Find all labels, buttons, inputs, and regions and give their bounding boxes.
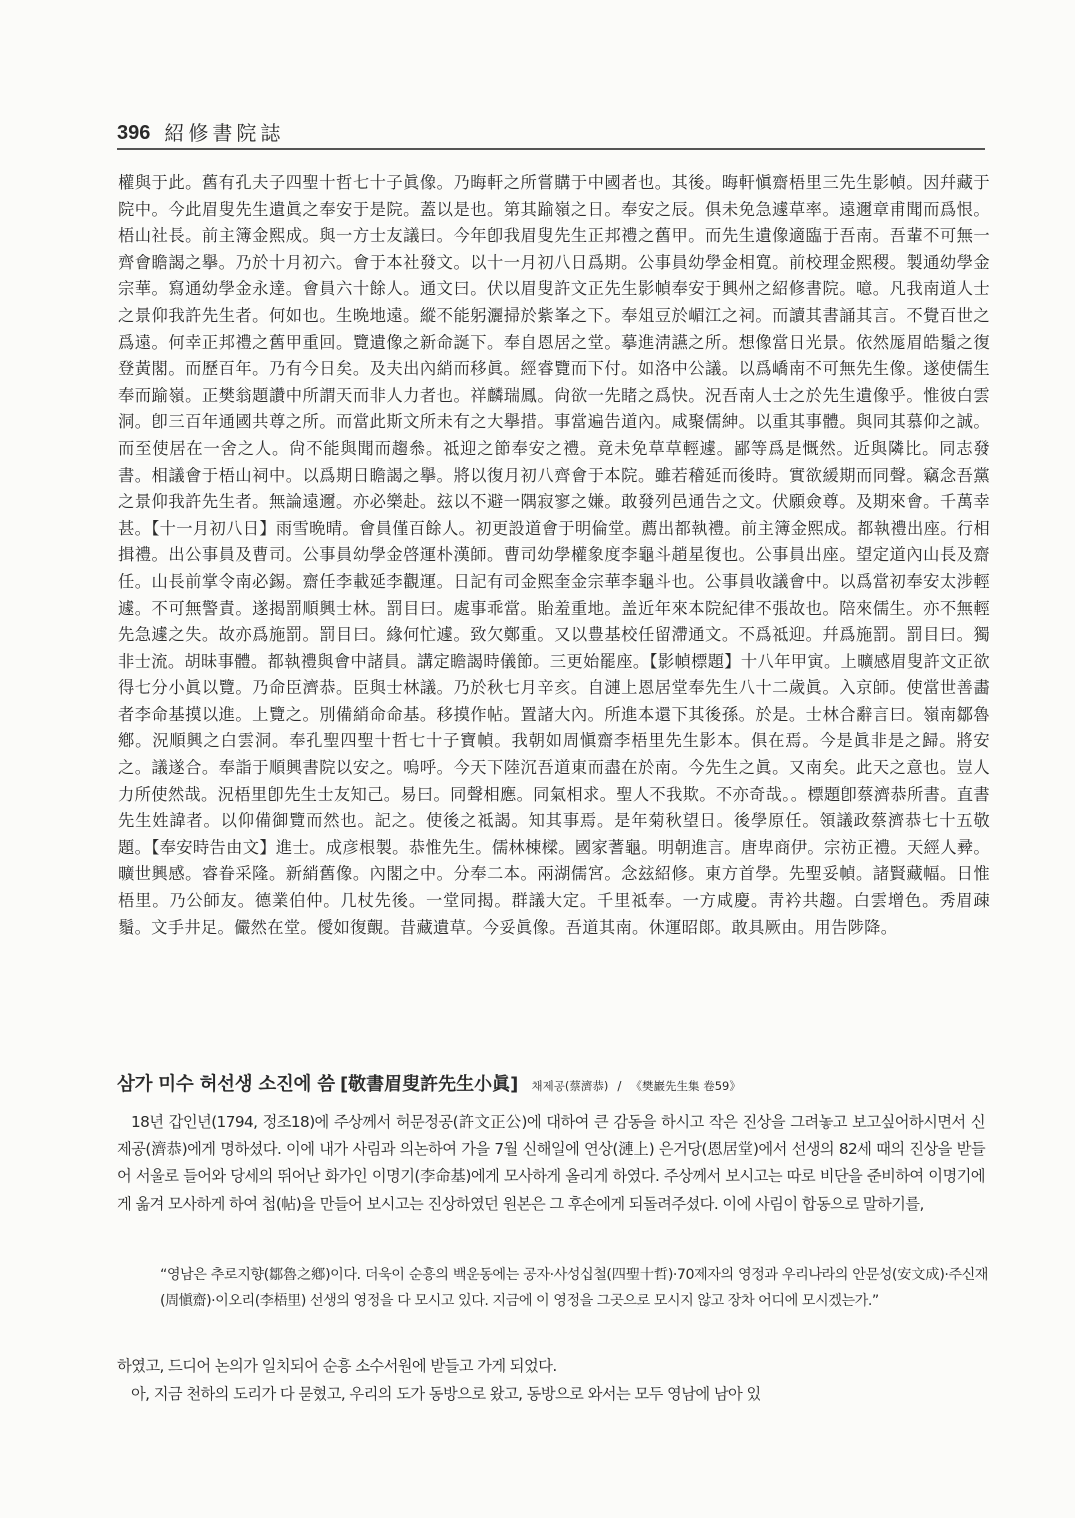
page-header bbox=[117, 118, 985, 150]
korean-paragraph-3: 아, 지금 천하의 도리가 다 묻혔고, 우리의 도가 동방으로 왔고, 동방으로 와서는 모두 영남에 남아 있 bbox=[131, 1385, 761, 1403]
hanmun-paragraph: 權與于此。舊有孔夫子四聖十哲七十子眞像。乃晦軒之所嘗購于中國者也。其後。晦軒愼齋梧里三先生影幀。因幷藏于院中。今此眉叟先生遺眞之奉安于是院。蓋以是也。第其踰嶺之日。奉安之辰。俱未免急遽草率。遠邇章甫聞而爲恨。梧山社長。前主簿金熙成。與一方士友議曰。今年卽我眉叟先生正邦禮之舊甲。而先生遺像適臨于吾南。吾輩不可無一齊會瞻謁之擧。乃於十月初六。會于本社發文。以十一月初八日爲期。公事員幼學金相寬。前校理金熙稷。製通幼學金宗華。寫通幼學金永達。會員六十餘人。通文曰。伏以眉叟許文正先生影幀奉安于興州之紹修書院。噫。凡我南道人士之景仰我許先生者。何如也。生晩地遠。縱不能躬灑掃於紫峯之下。奉俎豆於嵋江之祠。而讀其書誦其言。不覺百世之爲遠。何幸正邦禮之舊甲重回。覽遺像之新命誕下。奉自恩居之堂。摹進淸讌之所。想像當日光景。依然厖眉皓鬚之復登黃閣。而歷百年。乃有今日矣。及夫出內綃而移眞。經睿覽而下付。如洛中公議。以爲嶠南不可無先生像。遂使儒生奉而踰嶺。正樊翁題讚中所謂天而非人力者也。祥麟瑞鳳。尙欲一先睹之爲快。況吾南人士之於先生遺像乎。惟彼白雲洞。卽三百年通國共尊之所。而當此斯文所未有之大擧措。事當遍告道內。咸聚儒紳。以重其事體。與同其慕仰之誠。而至使居在一舍之人。尙不能與聞而趨叅。祗迎之節奉安之禮。竟未免草草輕遽。鄙等爲是慨然。近與隣比。同志發書。相議會于梧山祠中。以爲期日瞻謁之擧。將以復月初八齊會于本院。雖若稽延而後時。實欲緩期而同聲。竊念吾黨之景仰我許先生者。無論遠邇。亦必樂赴。玆以不避一隅寂寥之嫌。敢發列邑通告之文。伏願僉尊。及期來會。千萬幸甚。【十一月初八日】雨雪晩晴。會員僅百餘人。初更設道會于明倫堂。薦出都執禮。前主簿金熙成。都執禮出座。行相揖禮。出公事員及曹司。公事員幼學金啓運朴漢師。曹司幼學權象度李龜斗趙星復也。公事員出座。望定道內山長及齋任。山長前掌令南必錫。齋任李載延李觀運。日記有司金熙奎金宗華李龜斗也。公事員收議會中。以爲當初奉安太涉輕遽。不可無警責。遂揭罰順興士林。罰目曰。處事乖當。貽羞重地。盖近年來本院紀律不張故也。陪來儒生。亦不無輕先急遽之失。故亦爲施罰。罰目曰。緣何忙遽。致欠鄭重。又以豊基校任留滯通文。不爲祗迎。幷爲施罰。罰目曰。獨非士流。胡昧事體。都執禮與會中諸員。講定瞻謁時儀節。三更始罷座。【影幀標題】十八年甲寅。上曠感眉叟許文正欲得七分小眞以覽。乃命臣濟恭。臣與士林議。乃於秋七月辛亥。自漣上恩居堂奉先生八十二歲眞。入京師。使當世善畵者李命基摸以進。上覽之。別備綃命命基。移摸作帖。置諸大內。所進本還下其後孫。於是。士林合辭言曰。嶺南鄒魯鄕。況順興之白雲洞。奉孔聖四聖十哲七十子寶幀。我朝如周愼齋李梧里先生影本。俱在焉。今是眞非是之歸。將安之。議遂合。奉詣于順興書院以安之。嗚呼。今天下陸沉吾道東而盡在於南。今先生之眞。又南矣。此天之意也。豈人力所使然哉。況梧里卽先生士友知己。易曰。同聲相應。同氣相求。聖人不我欺。不亦奇哉。。標題卽蔡濟恭所書。直書先生姓諱者。以仰備御覽而然也。記之。使後之祗謁。知其事焉。是年菊秋望日。後學原任。領議政蔡濟恭七十五敬題。【奉安時告由文】進士。成彦根製。恭惟先生。儒林棟樑。國家蓍龜。明朝進言。唐卑商伊。宗祊正禮。天經人彛。曠世興感。睿眷采隆。新綃舊像。內閣之中。分奉二本。兩湖儒宮。念玆紹修。東方首學。先聖妥幀。諸賢藏幅。日惟梧里。乃公師友。德業伯仲。几杖先後。一堂同揭。群議大定。千里祗奉。一方咸慶。靑衿共趨。白雲增色。秀眉疎鬚。文手井足。儼然在堂。僾如復覿。昔藏遺草。今妥眞像。吾道其南。休運昭郞。敢具厥由。用告陟降。 bbox=[118, 173, 990, 937]
section-source: 《樊巖先生集 卷59》 bbox=[630, 1079, 741, 1093]
section-title-korean: 삼가 미수 허선생 소진에 씀 bbox=[117, 1074, 335, 1095]
hanmun-text-block bbox=[118, 170, 990, 941]
block-quote: “영남은 추로지향(鄒魯之鄕)이다. 더욱이 순흥의 백운동에는 공자·사성십철(四聖十哲)·70제자의 영정과 우리나라의 안문성(安文成)·주신재(周愼齋)·이오리(李梧里) 선생의 영정을 다 모시고 있다. 지금에 이 영정을 그곳으로 모시지 않고 장차 어디에 모시겠는가.” bbox=[160, 1267, 988, 1309]
book-title: 紹修書院誌 bbox=[164, 121, 285, 145]
section-author: 채제공(蔡濟恭) bbox=[531, 1079, 609, 1093]
page-number: 396 bbox=[117, 122, 151, 144]
korean-paragraph-2: 하였고, 드디어 논의가 일치되어 순흥 소수서원에 받들고 가게 되었다. bbox=[117, 1357, 557, 1375]
section-heading bbox=[117, 1070, 997, 1096]
section-separator: / bbox=[617, 1079, 622, 1093]
korean-paragraph-1: 18년 갑인년(1794, 정조18)에 주상께서 허문정공(許文正公)에 대하여 큰 감동을 하시고 작은 진상을 그려놓고 보고싶어하시면서 신 제공(濟恭)에게 명하셨다. 이에 내가 사림과 의논하여 가을 7월 신해일에 연상(漣上) 은거당(恩居堂)에서 선생의 82세 때의 진상을 받들어 서울로 들어와 당세의 뛰어난 화가인 이명기(李命基)에게 모사하게 올리게 하였다. 주상께서 보시고는 따로 비단을 준비하여 이명기에게 옮겨 모사하게 하여 첩(帖)을 만들어 보시고는 진상하였던 원본은 그 후손에게 되돌려주셨다. 이에 사림이 합동으로 말하기를, bbox=[117, 1113, 985, 1213]
section-title-hanja: [敬書眉叟許先生小眞] bbox=[339, 1074, 519, 1095]
